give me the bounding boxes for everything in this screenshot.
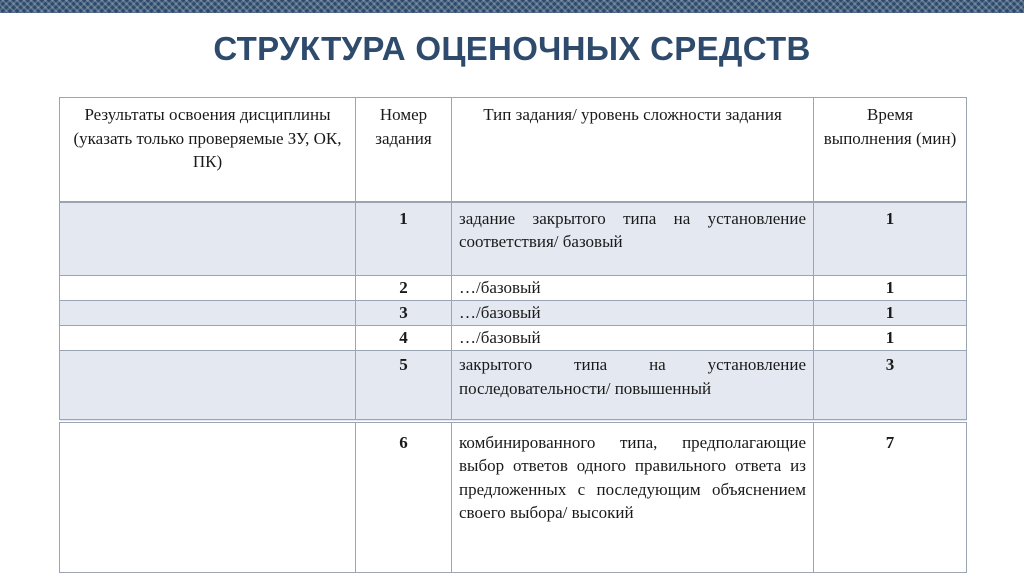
slide-title: СТРУКТУРА ОЦЕНОЧНЫХ СРЕДСТВ	[213, 30, 811, 67]
cell-type: …/базовый	[452, 326, 814, 351]
cell-number: 1	[356, 202, 452, 276]
table-row	[60, 351, 967, 421]
header-time: Время выполнения (мин)	[814, 98, 967, 202]
assessment-structure-table	[59, 97, 967, 573]
cell-time: 1	[814, 301, 967, 326]
cell-number: 4	[356, 326, 452, 351]
cell-number: 5	[356, 351, 452, 421]
cell-result	[60, 326, 356, 351]
cell-type: …/базовый	[452, 276, 814, 301]
cell-number: 6	[356, 421, 452, 573]
cell-number: 2	[356, 276, 452, 301]
cell-result	[60, 301, 356, 326]
table-header-row	[60, 98, 967, 202]
table-row	[60, 301, 967, 326]
cell-result	[60, 421, 356, 573]
header-task-type: Тип задания/ уровень сложности задания	[452, 98, 814, 202]
cell-result	[60, 276, 356, 301]
table-row	[60, 276, 967, 301]
cell-time: 1	[814, 326, 967, 351]
table-row	[60, 326, 967, 351]
cell-type: комбинированного типа, предполагающие выбор ответов одного правильного ответа из предложенных с последующим объяснением своего выбора/ высокий	[452, 421, 814, 573]
cell-result	[60, 351, 356, 421]
cell-number: 3	[356, 301, 452, 326]
cell-result	[60, 202, 356, 276]
cell-type: задание закрытого типа на установление соответствия/ базовый	[452, 202, 814, 276]
cell-type: закрытого типа на установление последовательности/ повышенный	[452, 351, 814, 421]
header-results: Результаты освоения дисциплины (указать только проверяемые ЗУ, ОК, ПК)	[60, 98, 356, 202]
cell-type: …/базовый	[452, 301, 814, 326]
cell-time: 7	[814, 421, 967, 573]
header-task-number: Номер задания	[356, 98, 452, 202]
table-row	[60, 202, 967, 276]
cell-time: 3	[814, 351, 967, 421]
table-row	[60, 421, 967, 573]
cell-time: 1	[814, 202, 967, 276]
cell-time: 1	[814, 276, 967, 301]
top-decorative-band	[0, 0, 1024, 13]
